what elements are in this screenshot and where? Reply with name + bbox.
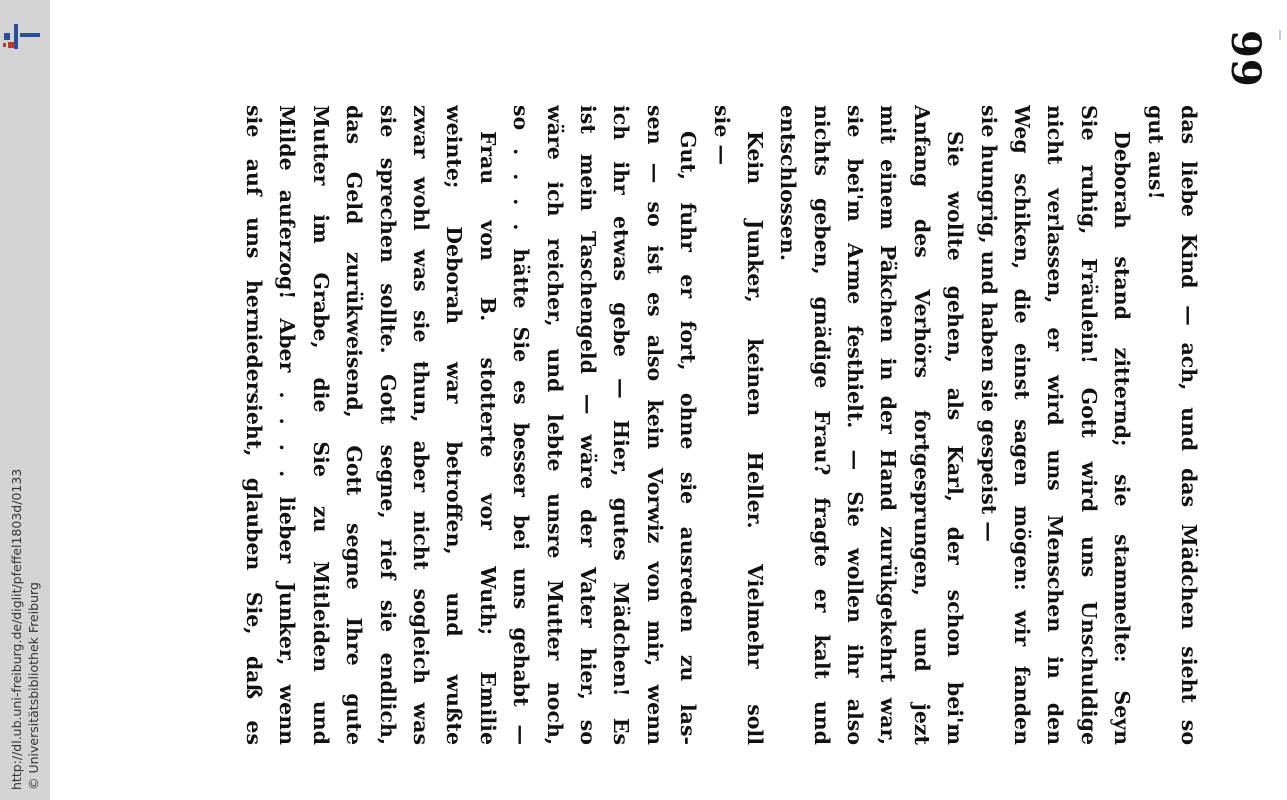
text-line: ist mein Taschengeld — wäre der Vater hier, so xyxy=(575,105,600,745)
text-line: ich ihr etwas gebe — Hier, gutes Mädchen! Es xyxy=(609,105,634,745)
scanned-page-area xyxy=(50,0,1287,800)
text-line: mit einem Päkchen in der Hand zurükgekehrt war, xyxy=(876,105,901,745)
text-line: sen — so ist es also kein Vorwiz von mir, wenn xyxy=(642,105,667,745)
text-line: sie sprechen sollte. Gott segne, rief sie endlich, xyxy=(375,105,400,745)
page-text-block xyxy=(237,105,1205,745)
text-line: zwar wohl was sie thun, aber nicht sogleich was xyxy=(409,105,434,745)
library-logo-icon xyxy=(0,22,44,52)
text-line: Kein Junker, keinen Heller. Vielmehr soll xyxy=(742,131,767,745)
text-line: so . . . . hätte Sie es besser bei uns gehabt — xyxy=(509,105,534,745)
side-margin-strip xyxy=(0,0,50,800)
scan-edge-mark xyxy=(1279,30,1281,40)
text-line: Sie wollte gehen, als Karl, der schon bei'm xyxy=(943,131,968,745)
text-line: das Geld zurükweisend, Gott segne Ihre gute xyxy=(342,105,367,745)
text-line: entschlossen. xyxy=(776,105,801,261)
text-line: Mutter im Grabe, die Sie zu Mitleiden und xyxy=(308,105,333,745)
text-line: sie hungrig, und haben sie gespeist — xyxy=(976,105,1001,542)
source-url-link[interactable]: http://dl.ub.uni-freiburg.de/diglit/pfeffel1803d/0133 xyxy=(9,468,24,790)
text-line: Anfang des Verhörs fortgesprungen, und jezt xyxy=(909,105,934,745)
text-line: wäre ich reicher, und lebte unsre Mutter noch, xyxy=(542,105,567,745)
text-line: nichts geben, gnädige Frau? fragte er kalt und xyxy=(809,105,834,745)
text-line: sie auf uns herniedersieht, glauben Sie, daß es xyxy=(242,105,267,745)
text-line: Deborah stand zitternd; sie stammelte: Seyn xyxy=(1110,131,1135,745)
text-line: nicht verlassen, er wird uns Menschen in den xyxy=(1043,105,1068,745)
text-line: Sie ruhig, Fräulein! Gott wird uns Unschuldige xyxy=(1076,105,1101,745)
text-line: Gut, fuhr er fort, ohne sie ausreden zu las- xyxy=(676,131,701,745)
text-line: Milde auferzog! Aber . . . . lieber Junker, wenn xyxy=(275,105,300,745)
text-line: das liebe Kind — ach, und das Mädchen sieht so xyxy=(1177,105,1201,745)
text-line: sie — xyxy=(709,105,734,166)
scanned-page xyxy=(50,0,1287,800)
text-line: sie bei'm Arme festhielt. — Sie wollen ihr also xyxy=(843,105,868,745)
text-line: gut aus! xyxy=(1143,105,1168,200)
text-line: Weg schiken, die einst sagen mögen: wir fanden xyxy=(1010,105,1035,745)
copyright-notice: © Universitätsbibliothek Freiburg xyxy=(26,582,41,790)
page-number: 99 xyxy=(1222,30,1269,88)
text-line: weinte; Deborah war betroffen, und wußte xyxy=(442,105,467,745)
text-line: Frau von B. stotterte vor Wuth; Emilie xyxy=(475,131,500,745)
